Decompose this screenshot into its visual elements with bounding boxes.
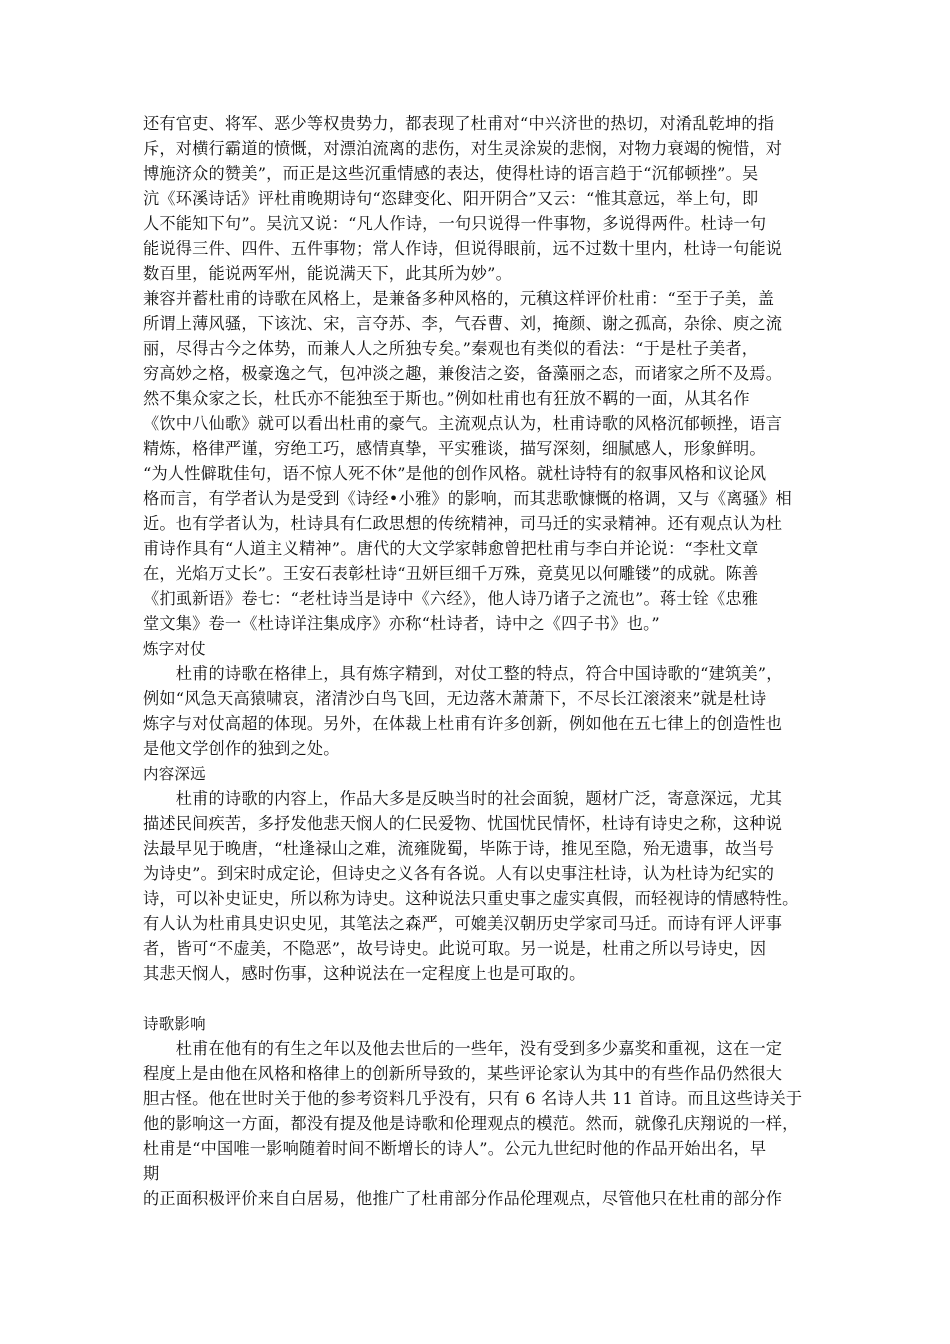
section-heading-neirong: 内容深远 bbox=[143, 765, 206, 783]
text-line: 杜甫的诗歌在格律上，具有炼字精到，对仗工整的特点，符合中国诗歌的“建筑美”， bbox=[143, 664, 783, 683]
text-line: 杜甫的诗歌的内容上，作品大多是反映当时的社会面貌，题材广泛，寄意深远，尤其 bbox=[143, 789, 783, 808]
text-line: 程度上是由他在风格和格律上的创新所导致的，某些评论家认为其中的有些作品仍然很大 bbox=[143, 1064, 783, 1083]
text-line: 胆古怪。他在世时关于他的参考资料几乎没有，只有 6 名诗人共 11 首诗。而且这些诗关于 bbox=[143, 1089, 803, 1108]
text-line: 其悲天悯人，感时伤事，这种说法在一定程度上也是可取的。 bbox=[143, 964, 586, 983]
text-line: 丽，尽得古今之体势，而兼人人之所独专矣。”秦观也有类似的看法：“于是杜子美者， bbox=[143, 339, 759, 358]
text-line: 数百里，能说两军州，能说满天下，此其所为妙”。 bbox=[143, 264, 512, 283]
text-line: 《饮中八仙歌》就可以看出杜甫的豪气。主流观点认为，杜甫诗歌的风格沉郁顿挫，语言 bbox=[143, 414, 783, 433]
text-line: 是他文学创作的独到之处。 bbox=[143, 739, 340, 758]
text-line: 堂文集》卷一《杜诗详注集成序》亦称“杜诗者，诗中之《四子书》也。” bbox=[143, 614, 660, 633]
text-line: 沆《环溪诗话》评杜甫晚期诗句“恣肆变化、阳开阴合”又云：“惟其意远，举上句，即 bbox=[143, 189, 759, 208]
text-line: 所谓上薄风骚，下该沈、宋，言夺苏、李，气吞曹、刘，掩颜、谢之孤高，杂徐、庾之流 bbox=[143, 314, 783, 333]
text-line: 有人认为杜甫具史识史见，其笔法之森严，可媲美汉朝历史学家司马迁。而诗有评人评事 bbox=[143, 914, 783, 933]
text-line: 杜甫在他有的有生之年以及他去世后的一些年，没有受到多少嘉奖和重视，这在一定 bbox=[143, 1039, 783, 1058]
text-line: 穷高妙之格，极豪逸之气，包冲淡之趣，兼俊洁之姿，备藻丽之态，而诸家之所不及焉。 bbox=[143, 364, 783, 383]
text-line: 甫诗作具有“人道主义精神”。唐代的大文学家韩愈曾把杜甫与李白并论说：“李杜文章 bbox=[143, 539, 759, 558]
text-line: 能说得三件、四件、五件事物；常人作诗，但说得眼前，远不过数十里内，杜诗一句能说 bbox=[143, 239, 783, 258]
text-line: 人不能知下句”。吴沆又说：“凡人作诗，一句只说得一件事物，多说得两件。杜诗一句 bbox=[143, 214, 767, 233]
text-line: 然不集众家之长，杜氏亦不能独至于斯也。”例如杜甫也有狂放不羁的一面，从其名作 bbox=[143, 389, 750, 408]
section-heading-lianzi: 炼字对仗 bbox=[143, 640, 206, 658]
text-line: 为诗史”。到宋时成定论，但诗史之义各有各说。人有以史事注杜诗，认为杜诗为纪实的 bbox=[143, 864, 775, 883]
text-line: 格而言，有学者认为是受到《诗经•小雅》的影响，而其悲歌慷慨的格调，又与《离骚》相 bbox=[143, 489, 792, 508]
text-line: 法最早见于晚唐，“杜逢禄山之难，流雍陇蜀，毕陈于诗，推见至隐，殆无遗事，故当号 bbox=[143, 839, 775, 858]
text-line: 博施济众的赞美”，而正是这些沉重情感的表达，使得杜诗的语言趋于“沉郁顿挫”。吴 bbox=[143, 164, 759, 183]
text-line: 还有官吏、将军、恶少等权贵势力，都表现了杜甫对“中兴济世的热切，对淆乱乾坤的指 bbox=[143, 114, 775, 133]
text-line: 例如“风急天高猿啸哀，渚清沙白鸟飞回，无边落木萧萧下，不尽长江滚滚来”就是杜诗 bbox=[143, 689, 767, 708]
text-line: 杜甫是“中国唯一影响随着时间不断增长的诗人”。公元九世纪时他的作品开始出名，早 bbox=[143, 1139, 767, 1158]
text-line: 《扪虱新语》卷七：“老杜诗当是诗中《六经》，他人诗乃诸子之流也”。蒋士铨《忠雅 bbox=[143, 589, 759, 608]
text-line: “为人性僻耽佳句，语不惊人死不休”是他的创作风格。就杜诗特有的叙事风格和议论风 bbox=[143, 464, 767, 483]
text-line: 在，光焰万丈长”。王安石表彰杜诗“丑妍巨细千万殊，竟莫见以何雕镂”的成就。陈善 bbox=[143, 564, 759, 583]
text-line: 的正面积极评价来自白居易，他推广了杜甫部分作品伦理观点，尽管他只在杜甫的部分作 bbox=[143, 1189, 783, 1208]
text-line: 炼字与对仗高超的体现。另外，在体裁上杜甫有许多创新，例如他在五七律上的创造性也 bbox=[143, 714, 783, 733]
text-line: 者，皆可“不虚美，不隐恶”，故号诗史。此说可取。另一说是，杜甫之所以号诗史，因 bbox=[143, 939, 767, 958]
text-line: 期 bbox=[143, 1164, 160, 1183]
text-line: 诗，可以补史证史，所以称为诗史。这种说法只重史事之虚实真假，而轻视诗的情感特性。 bbox=[143, 889, 799, 908]
text-line: 近。也有学者认为，杜诗具有仁政思想的传统精神，司马迁的实录精神。还有观点认为杜 bbox=[143, 514, 783, 533]
text-line: 描述民间疾苦，多抒发他悲天悯人的仁民爱物、忧国忧民情怀，杜诗有诗史之称，这种说 bbox=[143, 814, 783, 833]
text-line: 兼容并蓄杜甫的诗歌在风格上，是兼备多种风格的，元稹这样评价杜甫：“至于子美，盖 bbox=[143, 289, 775, 308]
text-line: 精炼，格律严谨，穷绝工巧，感情真挚，平实雅谈，描写深刻，细腻感人，形象鲜明。 bbox=[143, 439, 766, 458]
text-line: 他的影响这一方面，都没有提及他是诗歌和伦理观点的模范。然而，就像孔庆翔说的一样， bbox=[143, 1114, 799, 1133]
text-line: 斥，对横行霸道的愤慨，对漂泊流离的悲伤，对生灵涂炭的悲悯，对物力衰竭的惋惜，对 bbox=[143, 139, 783, 158]
section-heading-yingxiang: 诗歌影响 bbox=[143, 1015, 206, 1033]
